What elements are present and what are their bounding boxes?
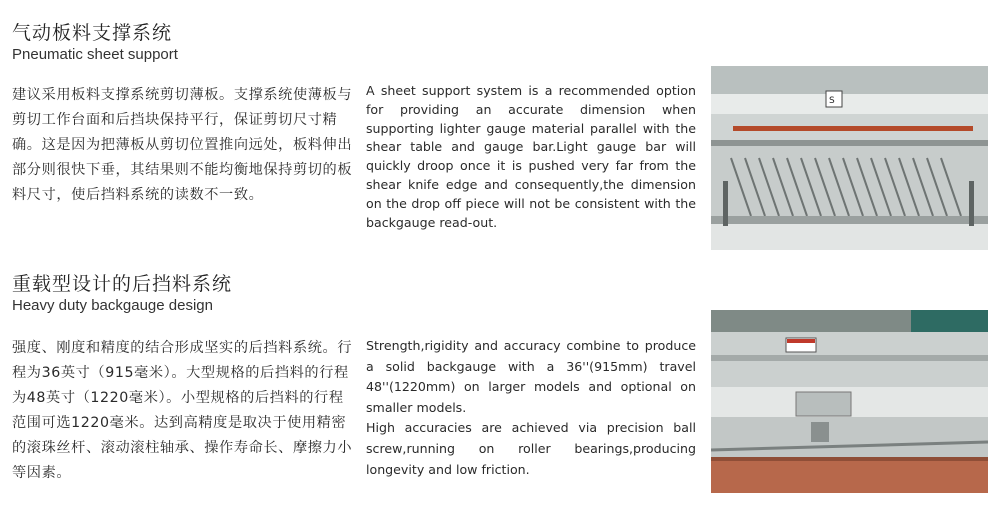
section-body-zh: 建议采用板料支撑系统剪切薄板。支撑系统使薄板与剪切工作台面和后挡块保持平行，保证剪切尺寸精确。这是因为把薄板从剪切位置推向远处，板料伸出部分则很快下垂，其结果则不能均衡地保持剪切的板料尺寸，使后挡料系统的读数不一致。 (12, 87, 353, 203)
section-body-en: A sheet support system is a recommended option for providing an accurate dimension when supporting lighter gauge material parallel with the shear table and gauge bar.Light gauge bar will quickly droop once it is pushed very far from the shear knife edge and consequently,the dimension on the drop off piece will not be consistent with the backgauge read-out. (366, 83, 696, 230)
section-title-zh: 重载型设计的后挡料系统 (12, 273, 233, 295)
section-title-en: Pneumatic sheet support (12, 46, 178, 63)
svg-text:S: S (829, 96, 835, 106)
section-body-en (366, 336, 696, 480)
section-body-en-paragraph: High accuracies are achieved via precision ball screw,running on roller bearings,producing longevity and low friction. (366, 420, 696, 477)
section-body-en-paragraph: Strength,rigidity and accuracy combine to produce a solid backgauge with a 36''(915mm) travel 48''(1220mm) on larger models and optional on smaller models. (366, 338, 696, 415)
backgauge-machine-photo (711, 310, 988, 493)
section-backgauge (0, 255, 1000, 510)
section-title-en: Heavy duty backgauge design (12, 297, 213, 314)
sheet-support-machine-photo (711, 66, 988, 250)
section-title-zh: 气动板料支撑系统 (12, 22, 173, 44)
section-body-zh: 强度、刚度和精度的结合形成坚实的后挡料系统。行程为36英寸（915毫米）。大型规格的后挡料的行程为48英寸（1220毫米）。小型规格的后挡料的行程范围可选1220毫米。达到高精度是取决于使用精密的滚珠丝杆、滚动滚柱轴承、操作寿命长、摩擦力小等因素。 (12, 340, 353, 481)
